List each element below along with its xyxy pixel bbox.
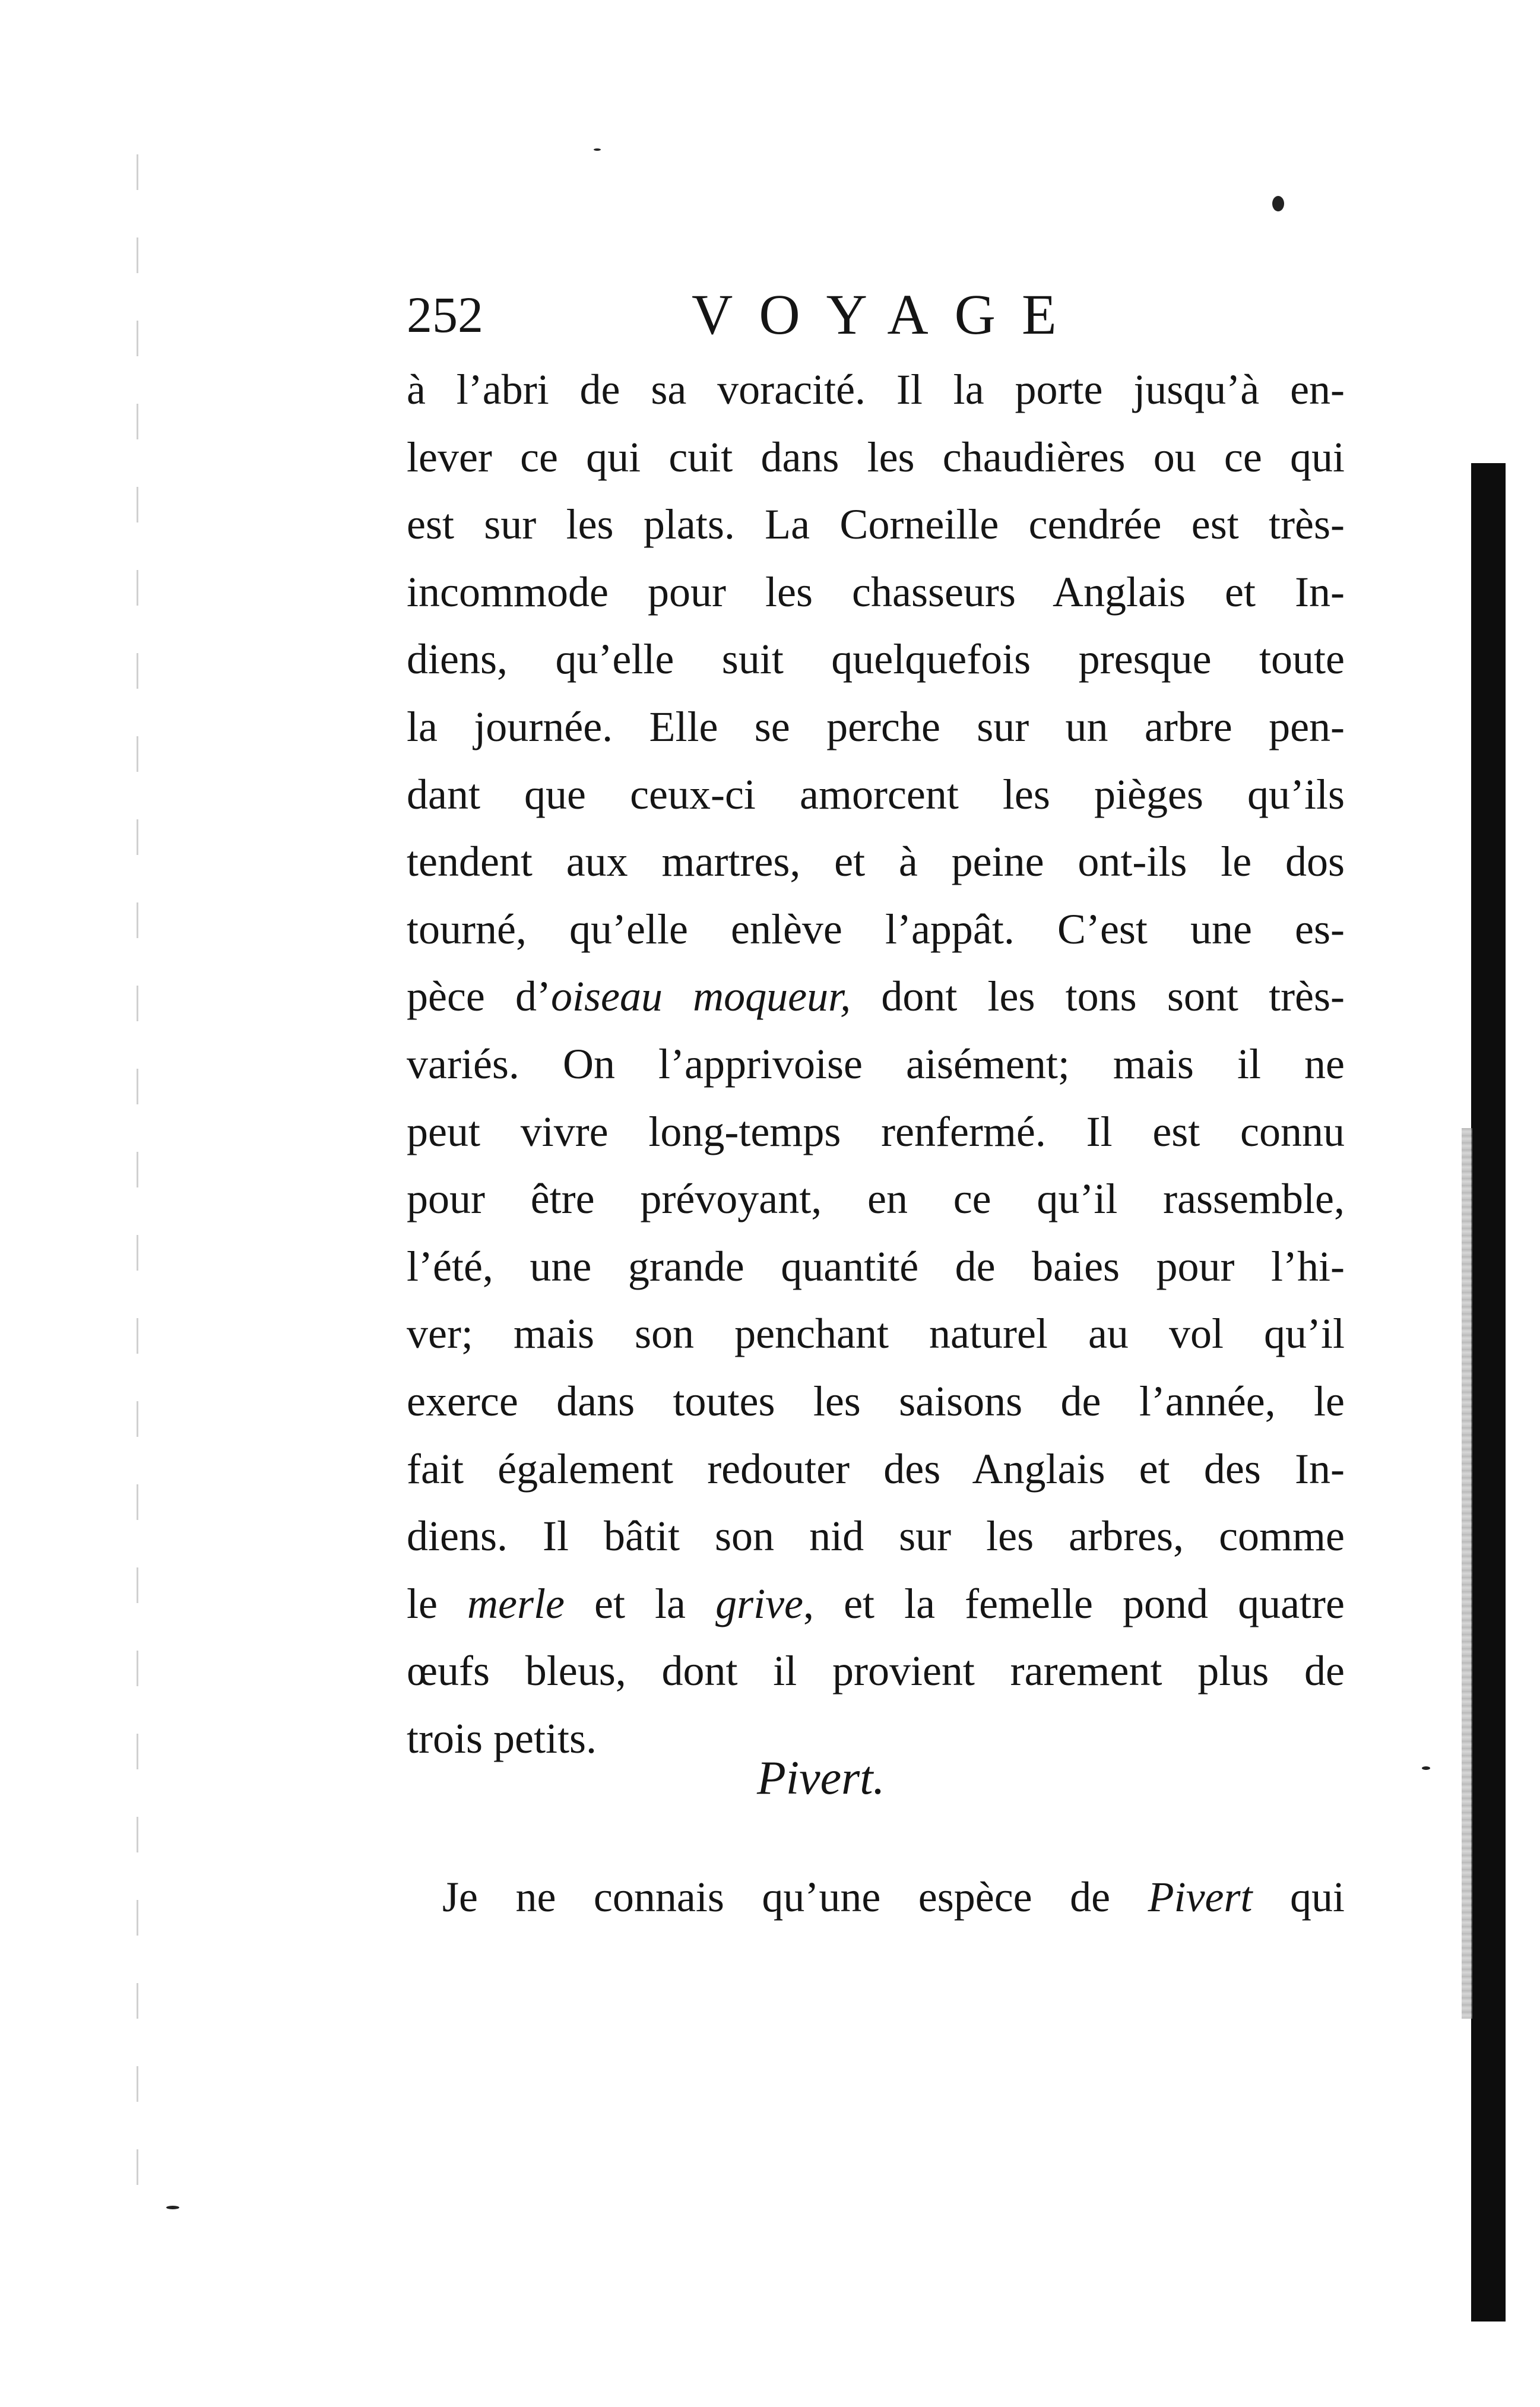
- text-line: lever ce qui cuit dans les chaudières ou ce qui: [407, 433, 1345, 481]
- text-line: le merle et la grive, et la femelle pond quatre: [407, 1579, 1345, 1627]
- text-line: fait également redouter des Anglais et des In-: [407, 1445, 1345, 1493]
- italic-term: merle: [467, 1579, 565, 1627]
- binding-strip: [1471, 463, 1506, 2322]
- text-line: à l’abri de sa voracité. Il la porte jusqu’à en-: [407, 366, 1345, 413]
- page-number: 252: [407, 286, 483, 343]
- ink-speck: [1272, 196, 1284, 211]
- text-line: pour être prévoyant, en ce qu’il rassemble,: [407, 1175, 1345, 1223]
- section-heading: Pivert.: [757, 1752, 885, 1804]
- text-line: la journée. Elle se perche sur un arbre pen-: [407, 702, 1345, 750]
- text-line: exerce dans toutes les saisons de l’année, le: [407, 1377, 1345, 1425]
- text-line: diens. Il bâtit son nid sur les arbres, comme: [407, 1512, 1345, 1560]
- text-line: dant que ceux-ci amorcent les pièges qu’ils: [407, 770, 1345, 818]
- text-line: ver; mais son penchant naturel au vol qu’il: [407, 1310, 1345, 1358]
- next-paragraph-line: Je ne connais qu’une espèce de Pivert qui: [442, 1873, 1345, 1921]
- gutter-shadow: [137, 154, 138, 2191]
- text-line: tendent aux martres, et à peine ont-ils le dos: [407, 838, 1345, 886]
- italic-term: oiseau moqueur,: [551, 973, 851, 1021]
- text-line: est sur les plats. La Corneille cendrée est très-: [407, 501, 1345, 549]
- text-line: l’été, une grande quantité de baies pour l’hi-: [407, 1242, 1345, 1290]
- text-line: trois petits.: [407, 1714, 597, 1762]
- running-header: [407, 279, 1095, 350]
- text-line: œufs bleus, dont il provient rarement plus de: [407, 1647, 1345, 1695]
- text-line: variés. On l’apprivoise aisément; mais il ne: [407, 1040, 1345, 1088]
- body-text: [407, 356, 1345, 1772]
- text-line: diens, qu’elle suit quelquefois presque toute: [407, 635, 1345, 683]
- ink-speck: [594, 148, 601, 151]
- text-line: peut vivre long-temps renfermé. Il est connu: [407, 1107, 1345, 1155]
- text-line: incommode pour les chasseurs Anglais et In-: [407, 568, 1345, 616]
- italic-term: grive: [715, 1579, 804, 1627]
- ink-speck: [1422, 1766, 1430, 1770]
- text-line: pèce d’oiseau moqueur, dont les tons sont très-: [407, 973, 1345, 1021]
- ink-speck: [166, 2206, 179, 2209]
- text-line: tourné, qu’elle enlève l’appât. C’est une es-: [407, 905, 1345, 953]
- running-title: VOYAGE: [692, 283, 1083, 346]
- binding-strip-edge: [1462, 1128, 1472, 2019]
- italic-term: Pivert: [1148, 1873, 1253, 1921]
